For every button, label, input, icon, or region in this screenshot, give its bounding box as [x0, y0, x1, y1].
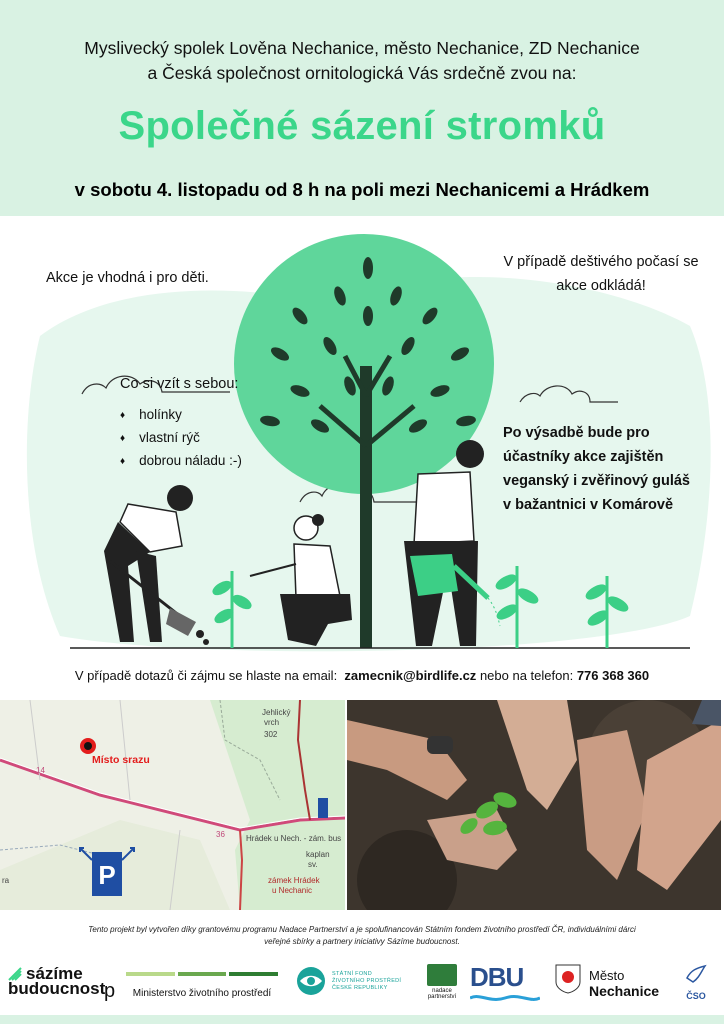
organizers-line-2: a Česká společnost ornitologická Vás srdečně zvou na: — [147, 63, 577, 83]
sfzp-logo — [296, 966, 401, 996]
contact-middle: nebo na telefon: — [479, 668, 574, 683]
sfzp-text-2: ŽIVOTNÍHO PROSTŘEDÍ — [332, 977, 402, 984]
funding-line-1: Tento projekt byl vytvořen díky grantovému programu Nadace Partnerství a je spolufinancován Státním fondem životního prostředí ČR, individuálními dárci — [88, 925, 636, 934]
hill-height: 302 — [264, 730, 278, 739]
after-note-line-3: veganský i zvěřinový guláš — [503, 473, 690, 489]
road-number: 36 — [216, 830, 225, 839]
after-planting-note — [503, 421, 713, 517]
sfzp-globe-icon — [296, 966, 326, 996]
event-title: Společné sázení stromků — [118, 104, 606, 148]
nadace-partnerstvi-logo — [427, 964, 457, 1000]
list-item: ♦ holínky — [120, 404, 242, 427]
dbu-text: DBU — [470, 962, 524, 992]
mesto-nechanice-logo — [555, 964, 659, 999]
bird-icon — [685, 964, 707, 986]
chapel-label-1: kaplan — [306, 850, 330, 859]
organizers-line-1: Myslivecký spolek Lověna Nechanice, město Nechanice, ZD Nechanice — [84, 38, 640, 58]
sazime-budoucnost-logo — [8, 964, 116, 1002]
coat-of-arms-icon — [555, 964, 581, 994]
contact-line — [0, 668, 724, 683]
footer-band — [0, 1015, 724, 1024]
ministry-environment-logo — [126, 972, 278, 999]
after-note-line-4: v bažantnici v Komárově — [503, 497, 674, 513]
chapel-label-2: sv. — [308, 860, 318, 869]
meeting-point-label: Místo srazu — [92, 754, 150, 766]
kids-welcome-note: Akce je vhodná i pro děti. — [46, 270, 209, 286]
dbu-logo — [470, 962, 540, 1003]
cso-logo — [678, 964, 714, 1001]
mzp-text: Ministerstvo životního prostředí — [132, 988, 272, 999]
list-item: ♦ vlastní rýč — [120, 427, 242, 450]
after-note-line-2: účastníky akce zajištěn — [503, 449, 664, 465]
mesto-text-2: Nechanice — [589, 983, 660, 999]
rain-postpone-note — [492, 250, 710, 298]
photo-graphic — [347, 700, 721, 910]
castle-label-2: u Nechanic — [272, 886, 313, 895]
dbu-wave-icon — [470, 993, 540, 1003]
cso-text: ČSO — [686, 991, 706, 1001]
hands-planting-photo — [347, 700, 721, 910]
bring-list — [120, 404, 242, 473]
parking-icon: P — [98, 860, 116, 890]
funding-note — [40, 924, 684, 948]
event-date-location: v sobotu 4. listopadu od 8 h na poli mezi Nechanicemi a Hrádkem — [74, 179, 650, 200]
after-note-line-1: Po výsadbě bude pro — [503, 425, 650, 441]
sazime-p: p — [104, 980, 116, 1002]
sazime-text-1: sázíme — [26, 964, 83, 983]
road-number-2: 14 — [36, 766, 45, 775]
map-edge-label: ra — [2, 876, 10, 885]
contact-email-link[interactable]: zamecnik@birdlife.cz — [344, 668, 477, 683]
rain-note-line-2: akce odkládá! — [556, 278, 646, 294]
mesto-text-1: Město — [589, 968, 625, 983]
contact-prefix: V případě dotazů či zájmu se hlaste na email: — [74, 668, 338, 683]
contact-phone: 776 368 360 — [576, 668, 650, 683]
header-band — [0, 0, 724, 216]
location-map — [0, 700, 345, 910]
list-item: ♦ dobrou náladu :-) — [120, 450, 242, 473]
rain-note-line-1: V případě deštivého počasí se — [503, 254, 699, 270]
sfzp-text-3: ČESKÉ REPUBLIKY — [332, 984, 388, 991]
funding-line-2: veřejné sbírky a partnery iniciativy Sázíme budoucnost. — [264, 937, 460, 946]
sfzp-text-1: STÁTNÍ FOND — [332, 970, 372, 977]
np-text: nadace partnerství — [427, 988, 457, 1000]
hill-name-1: Jehlický — [262, 708, 291, 717]
bring-list-title: Co si vzít s sebou: — [120, 376, 239, 392]
sazime-text-2: budoucnost — [8, 979, 106, 998]
illustration-scene — [0, 216, 724, 698]
bus-stop-label: Hrádek u Nech. - zám. bus — [246, 834, 342, 843]
castle-label-1: zámek Hrádek — [268, 876, 320, 885]
hill-name-2: vrch — [264, 718, 280, 727]
